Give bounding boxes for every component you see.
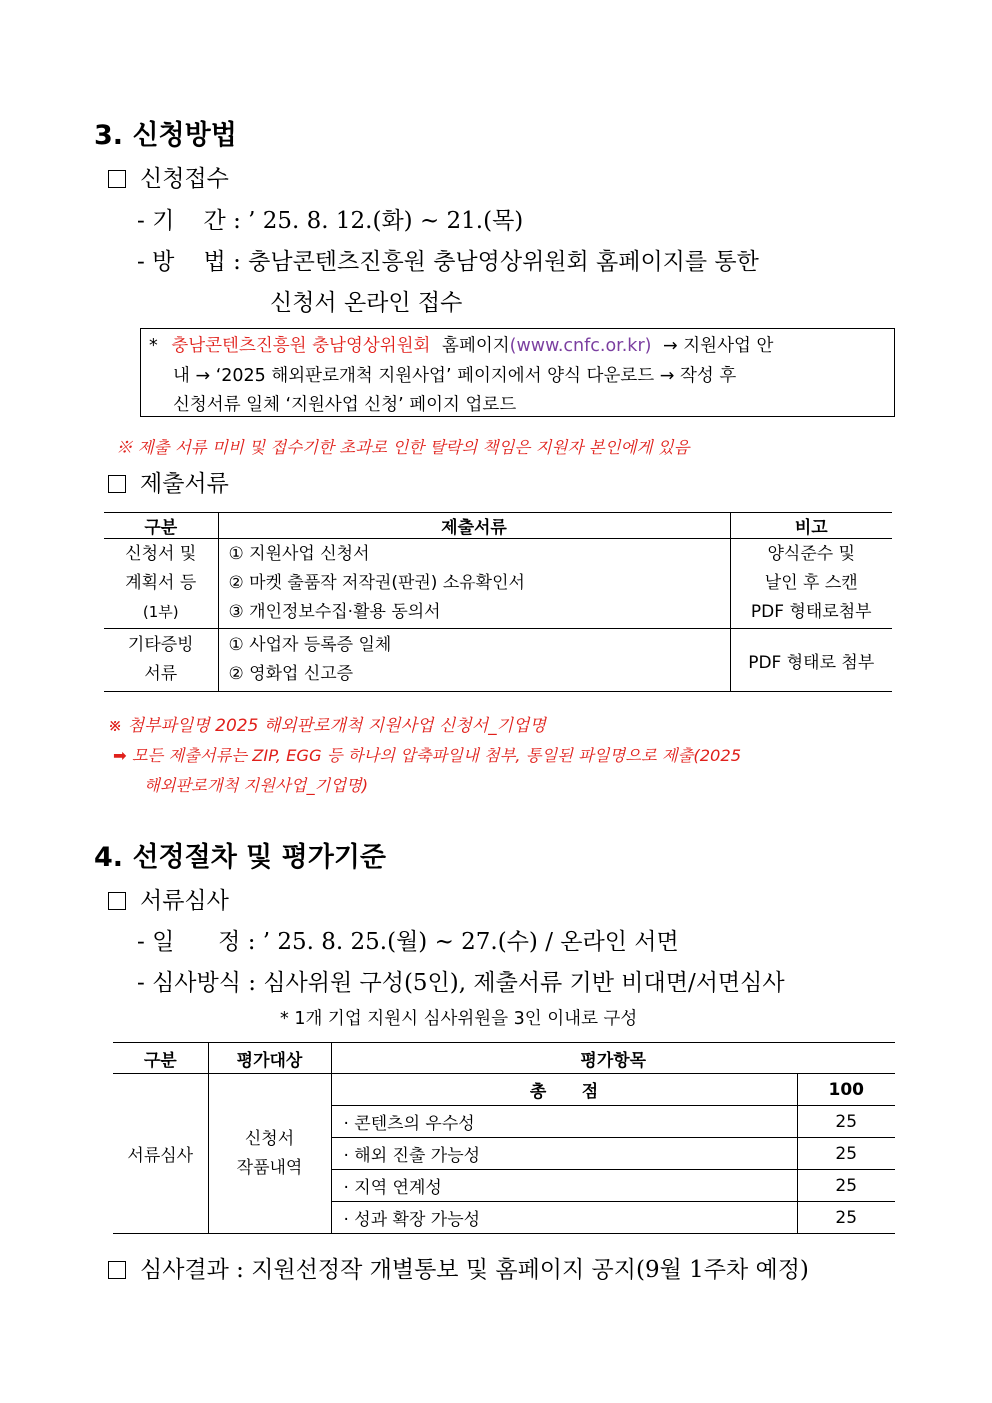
document-item: ① 사업자 등록증 일체 (228, 635, 392, 655)
eval-item-label: · 지역 연계성 (331, 1170, 797, 1202)
note-star: * (149, 336, 158, 356)
eval-target-line: 신청서 (244, 1128, 295, 1149)
eval-item-score: 25 (797, 1138, 895, 1170)
category-line: 서류 (144, 664, 178, 684)
checkbox-square-icon (108, 475, 126, 493)
checkbox-square-icon (108, 1261, 126, 1279)
docs-header-category: 구분 (104, 513, 218, 539)
eval-item-score: 25 (797, 1106, 895, 1138)
eval-total-score: 100 (797, 1074, 895, 1106)
eval-header-items: 평가항목 (331, 1043, 895, 1074)
document-item: ③ 개인정보수집·활용 동의서 (228, 602, 441, 622)
eval-table (113, 1042, 895, 1234)
period-label: - 기 간 : (137, 208, 241, 234)
zip-note-2: 해외판로개척 지원사업_기업명) (144, 776, 369, 795)
category-line: (1부) (142, 603, 179, 621)
category-line: 신청서 및 (125, 544, 197, 564)
docs-header-remarks: 비고 (730, 513, 892, 539)
eval-header-category: 구분 (113, 1043, 208, 1074)
note-line: 날인 후 스캔 (764, 573, 858, 593)
eval-header-target: 평가대상 (208, 1043, 331, 1074)
eval-table-header (113, 1043, 895, 1074)
note-org: 충남콘텐츠진흥원 충남영상위원회 (171, 336, 431, 356)
method-value-2: 신청서 온라인 접수 (270, 290, 463, 316)
review-method-line (137, 964, 785, 997)
checkbox-square-icon (108, 170, 126, 188)
schedule-value: ’ 25. 8. 25.(월) ~ 27.(수) / 온라인 서면 (262, 929, 679, 955)
note-line-1-rest: → 지원사업 안 (663, 336, 774, 356)
section4-heading: 4. 선정절차 및 평가기준 (94, 842, 386, 873)
eval-item-label: · 콘텐츠의 우수성 (331, 1106, 797, 1138)
apply-title-text: 신청접수 (140, 166, 229, 192)
eval-target-line: 작품내역 (236, 1157, 303, 1178)
method-value-1: 충남콘텐츠진흥원 충남영상위원회 홈페이지를 통한 (248, 249, 759, 275)
docs-row-items (218, 629, 730, 692)
review-result-text: 심사결과 : 지원선정작 개별통보 및 홈페이지 공지(9월 1주차 예정) (140, 1257, 809, 1283)
document-item: ② 영화업 신고증 (228, 664, 354, 684)
review-method-label: - 심사방식 : (137, 970, 257, 996)
docs-title (108, 465, 229, 498)
table-row (104, 539, 892, 629)
note-line: 양식준수 및 (767, 544, 855, 564)
note-line-1 (149, 332, 773, 357)
review-method-value: 심사위원 구성(5인), 제출서류 기반 비대면/서면심사 (263, 970, 785, 996)
table-row (104, 629, 892, 692)
note-line: PDF 형태로 첨부 (748, 652, 875, 673)
reviewer-sub-note: * 1개 기업 지원시 심사위원을 3인 이내로 구성 (280, 1009, 638, 1029)
homepage-url-link[interactable]: (www.cnfc.or.kr) (509, 336, 652, 356)
warning-note: ※ 제출 서류 미비 및 접수기한 초과로 인한 탈락의 책임은 지원자 본인에게 있음 (116, 438, 690, 457)
eval-item-score: 25 (797, 1202, 895, 1234)
docs-table (104, 512, 892, 692)
note-line-3: 신청서류 일체 ‘지원사업 신청’ 페이지 업로드 (173, 395, 517, 415)
eval-item-score: 25 (797, 1170, 895, 1202)
docs-row-note (730, 539, 892, 629)
note-homepage: 홈페이지 (442, 336, 510, 356)
period-line (137, 202, 523, 235)
category-line: 계획서 등 (125, 573, 197, 593)
note-line-2: 내 → ‘2025 해외판로개척 지원사업’ 페이지에서 양식 다운로드 → 작성 후 (173, 366, 737, 386)
method-line (137, 243, 759, 276)
eval-total-label: 총 점 (331, 1074, 797, 1106)
docs-row-items (218, 539, 730, 629)
review-result (108, 1251, 809, 1284)
category-line: 기타증빙 (127, 635, 194, 655)
schedule-label: - 일 정 : (137, 929, 256, 955)
docs-row-note (730, 629, 892, 692)
review-title-text: 서류심사 (140, 888, 229, 914)
section3-heading: 3. 신청방법 (94, 120, 237, 151)
period-value: ’ 25. 8. 12.(화) ~ 21.(목) (248, 208, 524, 234)
zip-note-1: ➡ 모든 제출서류는 ZIP, EGG 등 하나의 압축파일내 첨부, 통일된 파일명으로 제출(2025 (113, 746, 742, 765)
attach-note: ※ 첨부파일명 2025 해외판로개척 지원사업 신청서_기업명 (108, 716, 546, 736)
review-title (108, 882, 229, 915)
schedule-line (137, 923, 679, 956)
eval-item-label: · 성과 확장 가능성 (331, 1202, 797, 1234)
docs-row-category (104, 539, 218, 629)
eval-item-label: · 해외 진출 가능성 (331, 1138, 797, 1170)
docs-header-documents: 제출서류 (218, 513, 730, 539)
checkbox-square-icon (108, 892, 126, 910)
method-label: - 방 법 : (137, 249, 241, 275)
docs-title-text: 제출서류 (140, 471, 229, 497)
note-line: PDF 형태로첨부 (750, 602, 872, 622)
apply-title (108, 160, 229, 193)
table-row (113, 1074, 895, 1106)
eval-target (208, 1074, 331, 1234)
docs-row-category (104, 629, 218, 692)
instruction-note-box (140, 328, 895, 417)
document-item: ① 지원사업 신청서 (228, 544, 370, 564)
docs-table-header (104, 513, 892, 539)
document-item: ② 마켓 출품작 저작권(판권) 소유확인서 (228, 573, 525, 593)
eval-category: 서류심사 (113, 1074, 208, 1234)
